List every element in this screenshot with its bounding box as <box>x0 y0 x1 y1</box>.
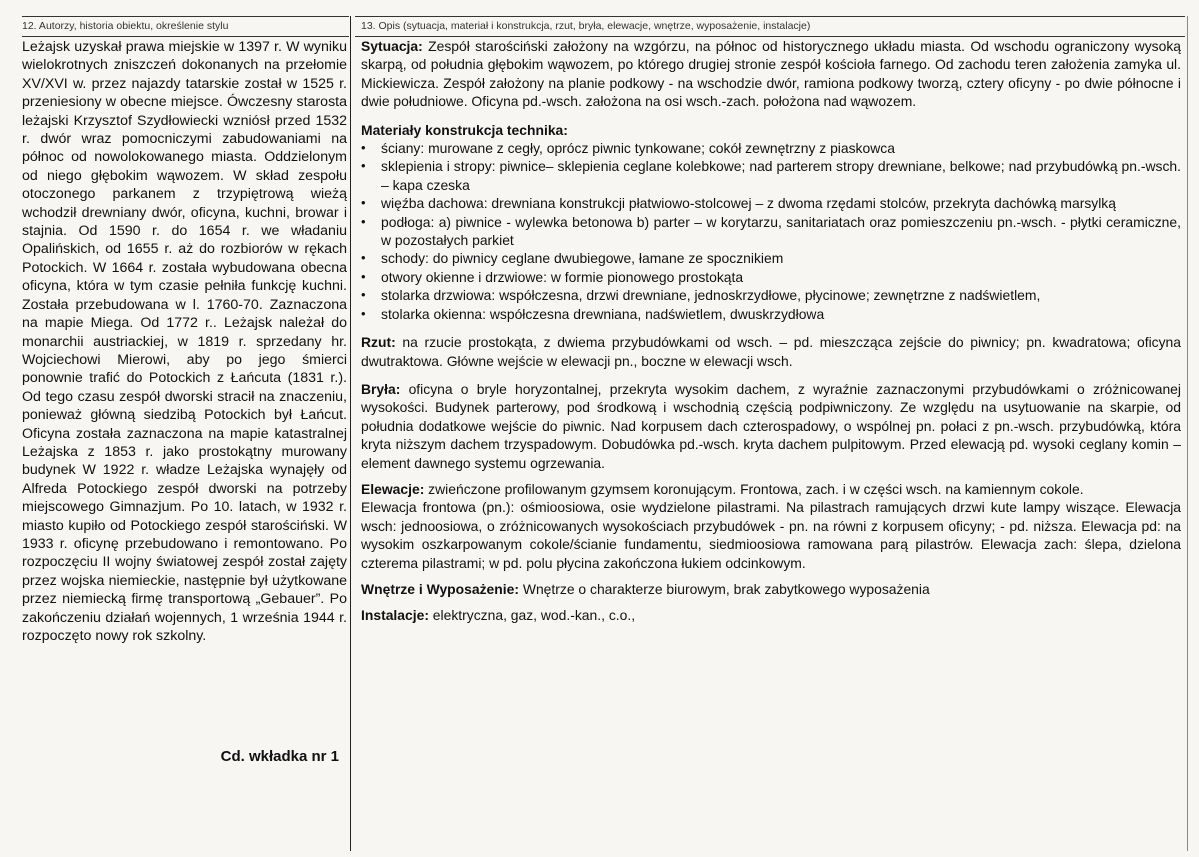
history-column <box>22 16 349 857</box>
instalacje-label: Instalacje: <box>361 607 429 624</box>
list-item: • stolarka okienna: współczesna drewniana, nadświetlem, dwuskrzydłowa <box>361 305 1181 323</box>
instalacje-text: elektryczna, gaz, wod.-kan., c.o., <box>428 607 636 624</box>
wnetrze-section <box>361 580 1181 598</box>
wnetrze-label: Wnętrze i Wyposażenie: <box>361 580 519 597</box>
instalacje-section <box>361 606 1181 624</box>
right-border <box>1187 16 1188 851</box>
bryla-label: Bryła: <box>361 380 401 397</box>
elewacje-text: zwieńczone profilowanym gzymsem koronującym. Frontowa, zach. i w części wsch. na kamiennym cokole. <box>424 480 1084 497</box>
wnetrze-text: Wnętrze o charakterze biurowym, brak zabytkowego wyposażenia <box>518 580 930 597</box>
list-item: • więźba dachowa: drewniana konstrukcji płatwiowo-stolcowej – z dwoma rzędami stolców, przekryta dachówką marsylką <box>361 194 1181 212</box>
list-item: • ściany: murowane z cegły, oprócz piwnic tynkowane; cokół zewnętrzny z piaskowca <box>361 139 1181 157</box>
bryla-text: oficyna o bryle horyzontalnej, przekryta wysokim dachem, z wyraźnie zaznaczonymi przybudówkami o zróżnicowanej wysokości. Budynek parterowy, pod środkową i wschodnią częścią podpiwniczony. Ze względu na usytuowanie na skarpie, od południa dodatkowe wejście do piwnic. Nad korpusem dach czterospadowy, o wspólnej pn. połaci z pn.-wsch. przybudówką, która kryta niższym dachem trzyspadowym. Dobudówka pd.-wsch. kryta dachem pulpitowym. Przed elewacją pd. wysoki ceglany komin – element dawnego systemu ogrzewania. <box>361 380 1181 471</box>
elewacje-detail: Elewacja frontowa (pn.): ośmioosiowa, osie wydzielone pilastrami. Na pilastrach ramujących drzwi kute lampy wiszące. Elewacja wsch: jednoosiowa, o zróżnicowanych wysokościach przybudówek - pn. na równi z korpusem oficyny; - pd. niższa. Elewacja pd: na wysokim oszkarpowanym cokole/ścianie fundamentu, siedmioosiowa ramowana parą pilastrów. Elewacja zach: ślepa, dzielona czterema pilastrami; w pd. polu płycina zakończona łukiem odcinkowym. <box>361 499 1181 571</box>
materialy-label: Materiały konstrukcja technika: <box>361 121 568 138</box>
description-header: 13. Opis (sytuacja, materiał i konstrukcja, rzut, bryła, elewacje, wnętrze, wyposażenie, instalacje) <box>355 17 1185 37</box>
elewacje-section <box>361 480 1181 498</box>
rzut-text: na rzucie prostokąta, z dwiema przybudówkami od wsch. – pd. mieszcząca zejście do piwnicy; pn. kwadratowa; oficyna dwutraktowa. Główne wejście w elewacji pn., boczne w elewacji wsch. <box>361 334 1181 369</box>
description-column <box>355 16 1185 857</box>
materialy-list <box>361 139 1181 323</box>
sytuacja-text: Zespół starościński założony na wzgórzu, na północ od historycznego układu miasta. Od wschodu ograniczony wysoką skarpą, od południa głębokim wąwozem, po którego drugiej stronie zespół kościoła farnego. Od zachodu teren założenia zamyka ul. Mickiewicza. Zespół założony na planie podkowy - na wschodzie dwór, ramiona podkowy tworzą, cztery oficyny - po dwie północne i dwie południowe. Oficyna pd.-wsch. założona na osi wsch.-zach. położona nad wąwozem. <box>361 38 1181 110</box>
sytuacja-section <box>361 37 1181 111</box>
sytuacja-label: Sytuacja: <box>361 38 423 54</box>
list-item: • sklepienia i stropy: piwnice– sklepienia ceglane kolebkowe; nad parterem stropy drewniane, belkowe; nad przybudówką pn.-wsch. – kapa czeska <box>361 157 1181 194</box>
list-item: • schody: do piwnicy ceglane dwubiegowe, łamane ze spocznikiem <box>361 249 1181 267</box>
continuation-note: Cd. wkładka nr 1 <box>220 748 339 765</box>
rzut-label: Rzut: <box>361 334 396 351</box>
elewacje-label: Elewacje: <box>361 480 425 497</box>
rzut-section <box>361 333 1181 370</box>
bryla-section <box>361 380 1181 472</box>
list-item: • podłoga: a) piwnice - wylewka betonowa b) parter – w korytarzu, sanitariatach oraz pomieszczeniu pn.-wsch. - płytki ceramiczne, w pozostałych parkiet <box>361 213 1181 250</box>
list-item: • stolarka drzwiowa: współczesna, drzwi drewniane, jednoskrzydłowe, płycinowe; zewnętrzne z nadświetlem, <box>361 286 1181 304</box>
history-header: 12. Autorzy, historia obiektu, określenie stylu <box>22 17 349 37</box>
list-item: • otwory okienne i drzwiowe: w formie pionowego prostokąta <box>361 268 1181 286</box>
column-divider <box>350 16 351 851</box>
history-text: Leżajsk uzyskał prawa miejskie w 1397 r. W wyniku wielokrotnych zniszczeń dokonanych na przełomie XV/XVI w. przez najazdy tatarskie został w 1525 r. przeniesiony w obecne miejsce. Ówczesny starosta leżajski Krzysztof Szydłowiecki wzniósł przed 1532 r. dwór wraz pomocniczymi zabudowaniami na północ od nowolokowanego miasta. Oddzielonym od niego głębokim wąwozem. W skład zespołu otoczonego parkanem z trzypiętrową wieżą wchodził drewniany dwór, oficyna, kuchni, browar i stajnia. Od 1590 r. do 1654 r. we władaniu Opalińskich, od 1655 r. aż do rozbiorów w rękach Potockich. W 1664 r. została wybudowana obecna oficyna, która w tym czasie pełniła funkcję kuchni. Została przebudowana w l. 1760-70. Zaznaczona na mapie Miega. Od 1772 r.. Leżajsk należał do monarchii austriackiej, w 1819 r. sprzedany hr. Wojciechowi Mierowi, aby po jego śmierci ponownie trafić do Potockich z Łańcuta (1831 r.). Od tego czasu zespół dworski stracił na znaczeniu, ponieważ główną siedzibą Potockich był Łańcut. Oficyna została zaznaczona na mapie katastralnej Leżajska z 1853 r. jako prostokątny murowany budynek W 1922 r. władze Leżajska wynajęły od Alfreda Potockiego zespół dworski na potrzeby miejscowego Gimnazjum. Po 10. latach, w 1932 r. miasto kupiło od Potockiego zespół starościński. W 1933 r. oficynę przebudowano i remontowano. Po rozpoczęciu II wojny światowej zespół został zajęty przez wojska niemieckie, następnie był użytkowane przez niemiecką firmę transportową „Gebauer”. Po zakończeniu działań wojennych, 1 września 1944 r. rozpoczęto nowy rok szkolny. <box>22 39 347 644</box>
description-body <box>355 37 1185 625</box>
